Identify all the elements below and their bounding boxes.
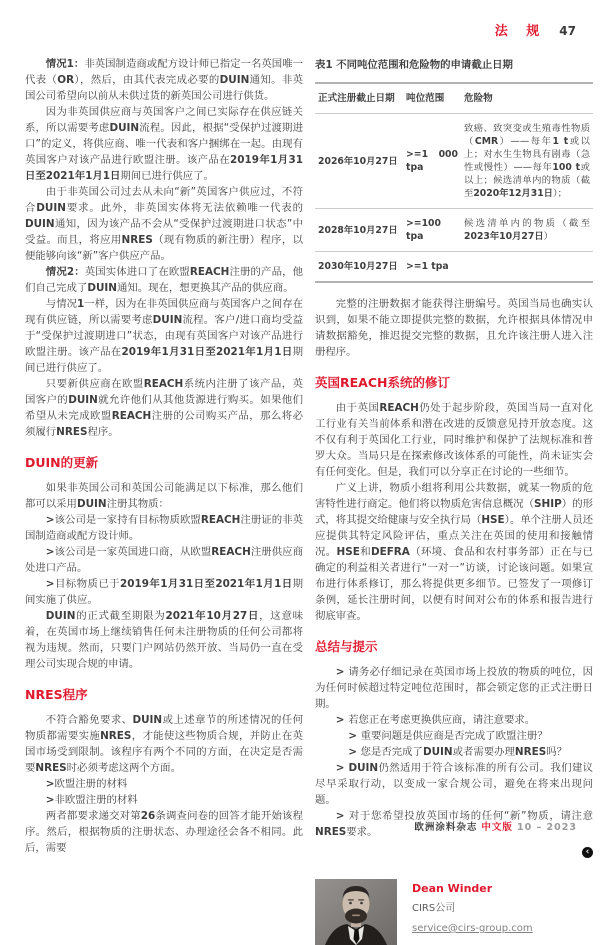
page-footer: [414, 819, 577, 833]
paragraph: 与情况1一样，因为在非英国供应商与英国客户之间存在现有供应链，所以需要考虑DUIN流程。客户/进口商均受益于“受保护过渡期进口”状态，由现有英国客户对该产品进行欧盟注册。该产品在2019年1月31日至2021年1月1日期间已进行供应了。: [25, 298, 304, 374]
col-header-hazards: 危险物: [461, 83, 593, 114]
paragraph: 完整的注册数据才能获得注册编号。英国当局也确实认识到，如果不能立即提供完整的数据，允许根据具体情况申请数据豁免，推迟提交完整的数据，且允许该注册人进入注册程序。: [315, 298, 593, 358]
paragraph: 不符合豁免要求、DUIN或上述章节的所述情况的任何物质都需要实施NRES，才能使这些物质合规，并防止在英国市场受到限制。该程序有两个不同的方面，在决定是否需要NRES时必须考虑这两个方面。: [25, 714, 304, 774]
section-heading-duin-update: DUIN的更新: [25, 455, 99, 470]
cell-hazards: 致癌、致突变或生殖毒性物质（CMR）——每年1 t或以上；对水生生物具有剧毒（急性或慢性）——每年100 t或以上；候选清单内的物质（截至2020年12月31日）；: [461, 114, 593, 209]
table-title: 表1 不同吨位范围和危险物的申请截止日期: [315, 59, 513, 71]
cell-tonnage: >=100 tpa: [403, 209, 461, 252]
summary-item: > DUIN仍然适用于符合该标准的所有公司。我们建议尽早采取行动，以变成一家合规公司，避免在将来出现问题。: [315, 762, 594, 806]
list-item: >欧盟注册的材料: [45, 778, 128, 790]
cell-tonnage: >=1 tpa: [406, 261, 449, 272]
author-company: CIRS公司: [412, 903, 456, 914]
author-info: [412, 879, 533, 937]
cell-hazards: 候选清单内的物质（截至2023年10月27日）: [461, 209, 593, 252]
page-header: [495, 20, 576, 39]
right-column: [315, 56, 593, 945]
paragraph: DUIN的正式截至期限为2021年10月27日，这意味着，在英国市场上继续销售任何未注册物质的任何公司都将视为违规。然而，只要门户网站仍然开放、当局仍一直在受理公司实现合规的申请。: [25, 610, 303, 670]
table-row: [315, 252, 593, 283]
summary-item: > 若您正在考虑更换供应商，请注意要求。: [335, 714, 536, 726]
cell-date: 2026年10月27日: [315, 114, 403, 209]
section-heading-reach-revision: 英国REACH系统的修订: [315, 375, 450, 390]
paragraph: 由于非英国公司过去从未向“新”英国客户供应过，不符合DUIN要求。此外，非英国实体将无法依赖唯一代表的DUIN通知，因为该产品不会从“受保护过渡期进口状态”中受益。而且，将应用NRES（现有物质的新注册）程序，以便能够向该“新”客户供应产品。: [25, 186, 304, 262]
col-header-tonnage: 吨位范围: [403, 83, 461, 114]
left-column: [25, 56, 303, 945]
page-number: 47: [559, 24, 576, 38]
list-item: >该公司是一家英国进口商，从欧盟REACH注册供应商处进口产品。: [25, 546, 304, 574]
paragraph: 如果非英国公司和英国公司能满足以下标准，那么他们都可以采用DUIN注册其物质：: [25, 482, 303, 510]
list-item: >该公司是一家持有目标物质欧盟REACH注册证的非英国制造商或配方设计师。: [25, 514, 303, 542]
author-email-link[interactable]: service@cirs-group.com: [412, 923, 533, 934]
cell-tonnage: >=1 000 tpa: [403, 114, 461, 209]
summary-subitem: > 重要问题是供应商是否完成了欧盟注册？: [348, 730, 548, 742]
section-label: 法 规: [494, 24, 547, 39]
paragraph: 由于英国REACH仍处于起步阶段，英国当局一直对化工行业有关当前体系和潜在改进的反馈意见持开放态度。这不仅有利于英国化工行业，同时维护和保护了法规标准和普罗大众。当局只是在探索修改该体系的可能性，尚未证实会有任何变化。但是，我们可以分享正在讨论的一些细节。: [315, 402, 593, 478]
table-row: [315, 114, 593, 209]
col-header-date: 正式注册截止日期: [315, 83, 403, 114]
paragraph: 两者都要求递交对第26条调查问卷的回答才能开始该程序。然后，根据物质的注册状态、办理途径会各不相同。此后，需要: [25, 810, 303, 854]
author-block: [315, 879, 593, 945]
paragraph: 只要新供应商在欧盟REACH系统内注册了该产品，英国客户的DUIN就允许他们从其他货源进行购买。如果他们希望从未完成欧盟REACH注册的公司购买产品，那么将必须履行NRES程序。: [25, 378, 304, 438]
paragraph-case1: 情况1：非英国制造商或配方设计师已指定一名英国唯一代表（OR），然后，由其代表完成必要的DUIN通知。非英国公司希望向以前从未供过货的新英国公司进行供货。: [25, 58, 304, 102]
paragraph-case2: 情况2：英国实体进口了在欧盟REACH注册的产品，他们自己完成了DUIN通知。现在，想更换其产品的供应商。: [25, 266, 304, 294]
table-header-row: [315, 83, 593, 114]
summary-item: > 请务必仔细记录在英国市场上投放的物质的吨位，因为任何时候超过特定吨位范围时，都会锁定您的正式注册日期。: [315, 666, 594, 710]
cell-hazards: [461, 252, 593, 283]
article-body: [25, 56, 593, 945]
summary-subitem: > 您是否完成了DUIN或者需要办理NRES吗？: [348, 746, 567, 758]
paragraph: 广义上讲，物质小组将利用公共数据，就某一物质的危害特性进行商定。他们将以物质危害信息概况（SHIP）的形式，将其提交给健康与安全执行局（HSE）。单个注册人员还应提供其特定风险评估，重点关注在英国的使用和接触情况。HSE和DEFRA（环境、食品和农村事务部）正在与已确定的利益相关者进行“一对一”访谈，讨论该问题。如果宣布进行体系修订，那么将提供更多细节。已签发了一项修订条例，延长注册时间，以便有时间对公布的体系和报告进行彻底审查。: [315, 482, 594, 622]
paragraph: 因为非英国供应商与英国客户之间已实际存在供应链关系，所以需要考虑DUIN流程。因此，根据“受保护过渡期进口”的定义，将供应商、唯一代表和客户捆绑在一起。由现有英国客户对该产品进行欧盟注册。该产品在2019年1月31日至2021年1月1日期间已进行供应了。: [25, 106, 304, 182]
footer-magazine-title: 欧洲涂料杂志: [414, 822, 478, 833]
footer-issue: 10 – 2023: [516, 822, 577, 833]
table-row: [315, 209, 593, 252]
end-of-article-row: [315, 843, 593, 855]
list-item: >非欧盟注册的材料: [45, 794, 138, 806]
cell-date: 2028年10月27日: [315, 209, 403, 252]
author-name: Dean Winder: [412, 882, 493, 895]
cell-date: 2030年10月27日: [318, 261, 398, 272]
footer-edition: 中文版: [481, 822, 513, 833]
section-heading-summary: 总结与提示: [315, 639, 378, 654]
list-item: >目标物质已于2019年1月31日至2021年1月1日期间实施了供应。: [25, 578, 303, 606]
author-photo: [315, 879, 397, 945]
deadline-table: [315, 82, 593, 283]
summary-item: > 对于您希望投放英国市场的任何“新”物质，请注意NRES要求。: [315, 810, 593, 838]
section-heading-nres: NRES程序: [25, 687, 88, 702]
